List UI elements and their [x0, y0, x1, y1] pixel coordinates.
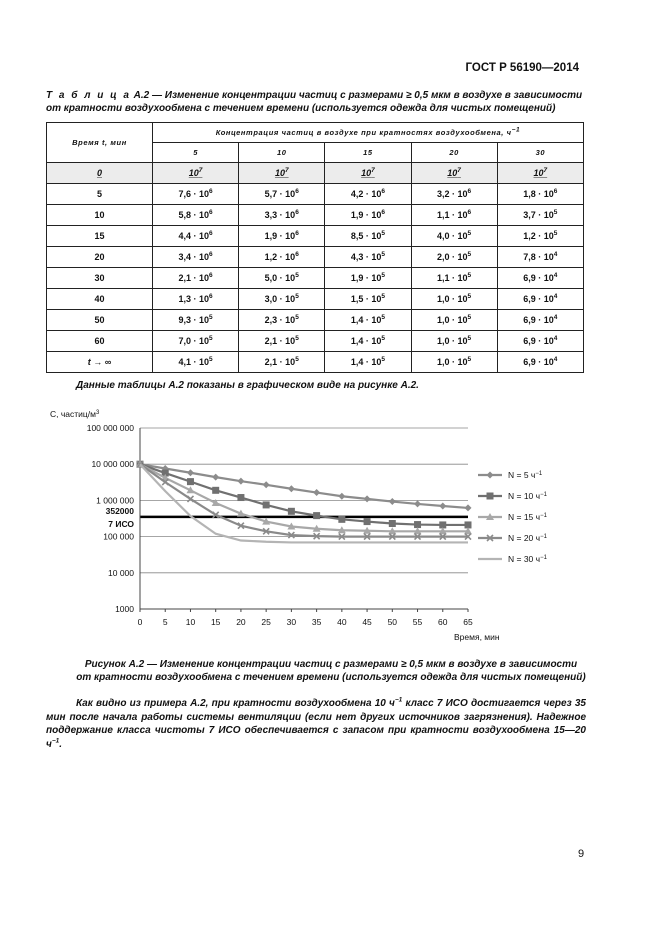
cell-mantissa: 1,9 · 10 — [350, 210, 382, 220]
x-tick-label: 25 — [261, 617, 271, 627]
cell-exponent: 5 — [295, 335, 299, 342]
data-point — [288, 485, 295, 492]
cell-mantissa: 2,3 · 10 — [264, 315, 296, 325]
cell-mantissa: 9,3 · 10 — [178, 315, 210, 325]
x-tick-label: 10 — [185, 617, 196, 627]
cell-value — [497, 310, 583, 331]
cell-value — [497, 268, 583, 289]
cell-value — [325, 205, 411, 226]
cell-exponent: 4 — [553, 314, 558, 321]
x-tick-label: 50 — [387, 617, 398, 627]
data-point — [338, 516, 345, 523]
cell-value — [239, 205, 325, 226]
cell-exponent: 5 — [553, 230, 558, 237]
legend-label: N = 20 $ч^{-1}$ — [508, 533, 547, 543]
cell-exponent: 4 — [553, 272, 558, 279]
cell-exponent: 6 — [295, 251, 299, 258]
cell-value — [497, 289, 583, 310]
cell-value — [239, 163, 325, 184]
cell-exponent: 6 — [209, 209, 213, 216]
cell-mantissa: 1,9 · 10 — [350, 273, 382, 283]
table-row — [47, 268, 584, 289]
table-row — [47, 247, 584, 268]
data-point — [313, 489, 320, 496]
data-point — [414, 521, 421, 528]
data-point — [364, 495, 371, 502]
chart-series — [136, 460, 472, 542]
cell-value — [239, 331, 325, 352]
cell-value — [325, 226, 411, 247]
cell-value — [411, 247, 497, 268]
cell-mantissa: 6,9 · 10 — [523, 273, 554, 283]
cell-time: 60 — [47, 331, 153, 352]
cell-exponent: 5 — [381, 314, 385, 321]
header-group-sup: −1 — [511, 126, 521, 134]
cell-mantissa: 3,3 · 10 — [264, 210, 296, 220]
threshold-class-label: 7 ИСО — [108, 518, 134, 529]
cell-value — [497, 331, 583, 352]
cell-exponent: 6 — [209, 230, 213, 237]
header-rate-30: 30 — [497, 143, 583, 163]
cell-mantissa: 4,3 · 10 — [350, 252, 382, 262]
table-row — [47, 352, 584, 373]
cell-mantissa: 6,9 · 10 — [523, 294, 554, 304]
cell-value — [239, 268, 325, 289]
cell-exponent: 5 — [295, 272, 299, 279]
table-caption-text: А.2 — Изменение концентрации частиц с размерами ≥ 0,5 мкм в воздухе в зависимости от кратности воздухообмена с течением времени (используется одежда для чистых помещений) — [46, 90, 583, 114]
cell-mantissa: 1,8 · 10 — [523, 189, 554, 199]
cell-value — [411, 289, 497, 310]
data-point — [187, 478, 194, 485]
x-tick-label: 65 — [463, 617, 473, 627]
cell-exponent: 5 — [381, 335, 385, 342]
cell-mantissa: 2,0 · 10 — [437, 252, 468, 262]
cell-mantissa: 4,0 · 10 — [437, 231, 468, 241]
cell-exponent: 5 — [467, 314, 472, 321]
y-axis-label: C, частиц/$м^3$ — [50, 409, 100, 419]
body-paragraph — [46, 697, 586, 751]
cell-mantissa: 10 — [274, 168, 285, 178]
header-time: Время t, мин — [47, 123, 153, 163]
y-tick-label: 100 000 000 — [86, 423, 134, 433]
x-axis-label: Время, мин — [454, 632, 500, 642]
cell-mantissa: 5,7 · 10 — [264, 189, 296, 199]
cell-value — [411, 226, 497, 247]
concentration-table — [46, 122, 584, 373]
cell-value — [239, 247, 325, 268]
x-tick-label: 15 — [210, 617, 221, 627]
x-tick-label: 60 — [438, 617, 448, 627]
cell-exponent: 5 — [467, 251, 472, 258]
cell-mantissa: 1,0 · 10 — [437, 357, 468, 367]
cell-exponent: 5 — [381, 251, 385, 258]
cell-mantissa: 6,9 · 10 — [523, 315, 554, 325]
cell-mantissa: 6,9 · 10 — [523, 336, 554, 346]
cell-exponent: 6 — [295, 188, 299, 195]
cell-value — [411, 205, 497, 226]
cell-mantissa: 7,6 · 10 — [178, 189, 210, 199]
cell-value — [153, 289, 239, 310]
data-point — [389, 498, 396, 505]
cell-mantissa: 4,4 · 10 — [178, 231, 210, 241]
cell-value — [153, 352, 239, 373]
cell-mantissa: 10 — [447, 168, 458, 178]
cell-exponent: 7 — [543, 167, 548, 174]
paragraph-sup1: −1 — [394, 696, 403, 704]
legend-marker — [487, 472, 494, 479]
paragraph-part2: класс 7 ИСО достигается через 35 мин после начала работы системы вентиляции (если нет других источников загрязнения). Надежное поддержание класса чистоты 7 ИСО обеспечивается с запасом при кратности воздухообмена 15—20 ч — [46, 698, 586, 750]
cell-exponent: 4 — [553, 356, 558, 363]
cell-mantissa: 5,0 · 10 — [264, 273, 296, 283]
cell-value — [325, 163, 411, 184]
cell-value — [153, 310, 239, 331]
data-point — [212, 474, 219, 481]
legend-marker — [487, 493, 494, 500]
table-row — [47, 226, 584, 247]
cell-exponent: 6 — [381, 209, 385, 216]
page-number: 9 — [578, 848, 585, 860]
cell-exponent: 5 — [209, 356, 213, 363]
cell-value — [153, 268, 239, 289]
data-point — [414, 500, 421, 507]
cell-mantissa: 1,4 · 10 — [350, 336, 382, 346]
cell-mantissa: 1,0 · 10 — [437, 336, 468, 346]
cell-mantissa: 8,5 · 10 — [350, 231, 382, 241]
y-tick-label: 1 000 000 — [96, 495, 134, 506]
cell-mantissa: 1,4 · 10 — [350, 357, 382, 367]
cell-time: 20 — [47, 247, 153, 268]
concentration-chart — [44, 402, 604, 647]
table-caption-label: Т а б л и ц а — [46, 90, 131, 101]
cell-time: 15 — [47, 226, 153, 247]
cell-time: 40 — [47, 289, 153, 310]
data-point — [237, 494, 244, 501]
cell-exponent: 6 — [209, 188, 213, 195]
cell-value — [325, 184, 411, 205]
cell-exponent: 6 — [467, 209, 472, 216]
y-tick-label: 100 000 — [103, 531, 134, 542]
cell-value — [411, 352, 497, 373]
cell-exponent: 5 — [467, 293, 472, 300]
data-point — [389, 520, 396, 527]
cell-value — [325, 289, 411, 310]
cell-mantissa: 5,8 · 10 — [178, 210, 210, 220]
legend-label: N = 5 $ч^{-1}$ — [508, 470, 543, 480]
data-point — [313, 512, 320, 519]
cell-exponent: 6 — [295, 209, 299, 216]
cell-exponent: 7 — [198, 167, 203, 174]
cell-mantissa: 3,0 · 10 — [264, 294, 296, 304]
x-tick-label: 0 — [137, 617, 143, 627]
data-point — [263, 481, 270, 488]
cell-mantissa: 3,7 · 10 — [523, 210, 554, 220]
cell-value — [497, 184, 583, 205]
cell-exponent: 5 — [295, 314, 299, 321]
cell-exponent: 6 — [553, 188, 558, 195]
cell-time: 0 — [47, 163, 153, 184]
header-rate-10: 10 — [239, 143, 325, 163]
data-point — [237, 478, 244, 485]
cell-value — [153, 184, 239, 205]
cell-value — [153, 331, 239, 352]
table-note: Данные таблицы А.2 показаны в графическом виде на рисунке А.2. — [76, 380, 419, 391]
cell-time: 10 — [47, 205, 153, 226]
cell-value — [411, 310, 497, 331]
cell-mantissa: 1,2 · 10 — [264, 252, 296, 262]
x-tick-label: 30 — [286, 617, 297, 627]
cell-value — [411, 331, 497, 352]
cell-mantissa: 10 — [533, 168, 544, 178]
cell-value — [239, 226, 325, 247]
cell-value — [325, 352, 411, 373]
cell-value — [497, 205, 583, 226]
cell-exponent: 6 — [209, 251, 213, 258]
x-tick-label: 40 — [337, 617, 347, 627]
table-row — [47, 205, 584, 226]
table-row — [47, 289, 584, 310]
cell-value — [325, 268, 411, 289]
cell-mantissa: 1,1 · 10 — [437, 210, 468, 220]
data-point — [263, 501, 270, 508]
document-code: ГОСТ Р 56190—2014 — [465, 62, 579, 74]
table-row — [47, 331, 584, 352]
cell-value — [325, 331, 411, 352]
cell-mantissa: 3,2 · 10 — [437, 189, 468, 199]
cell-exponent: 5 — [381, 356, 385, 363]
cell-exponent: 5 — [295, 293, 299, 300]
cell-exponent: 6 — [209, 272, 213, 279]
y-tick-label: 1000 — [115, 604, 134, 614]
cell-mantissa: 2,1 · 10 — [178, 273, 210, 283]
cell-value — [153, 205, 239, 226]
cell-value — [325, 247, 411, 268]
x-tick-label: 45 — [362, 617, 372, 627]
x-tick-label: 5 — [162, 617, 168, 627]
cell-exponent: 5 — [467, 272, 472, 279]
cell-time: 50 — [47, 310, 153, 331]
cell-value — [325, 310, 411, 331]
paragraph-part3: . — [59, 738, 63, 750]
table-row — [47, 184, 584, 205]
cell-exponent: 7 — [284, 167, 289, 174]
cell-mantissa: 1,0 · 10 — [437, 294, 468, 304]
cell-time: t → ∞ — [47, 352, 153, 373]
cell-exponent: 5 — [553, 209, 558, 216]
cell-mantissa: 7,0 · 10 — [178, 336, 210, 346]
cell-time: 5 — [47, 184, 153, 205]
cell-exponent: 5 — [295, 356, 299, 363]
cell-exponent: 5 — [467, 356, 472, 363]
data-point — [338, 493, 345, 500]
cell-exponent: 5 — [381, 272, 385, 279]
cell-value — [411, 184, 497, 205]
cell-mantissa: 10 — [361, 168, 372, 178]
cell-value — [411, 163, 497, 184]
cell-mantissa: 1,1 · 10 — [437, 273, 468, 283]
cell-exponent: 5 — [381, 293, 385, 300]
cell-exponent: 6 — [295, 230, 299, 237]
header-rate-20: 20 — [411, 143, 497, 163]
cell-mantissa: 1,0 · 10 — [437, 315, 468, 325]
chart-legend — [478, 470, 548, 564]
cell-mantissa: 1,5 · 10 — [350, 294, 382, 304]
data-point — [288, 508, 295, 515]
cell-mantissa: 2,1 · 10 — [264, 336, 296, 346]
cell-value — [239, 310, 325, 331]
data-point — [212, 487, 219, 494]
header-rate-5: 5 — [153, 143, 239, 163]
cell-mantissa: 1,2 · 10 — [523, 231, 554, 241]
header-rate-15: 15 — [325, 143, 411, 163]
cell-value — [153, 247, 239, 268]
cell-value — [239, 289, 325, 310]
x-tick-label: 20 — [236, 617, 246, 627]
cell-value — [239, 352, 325, 373]
legend-label: N = 10 $ч^{-1}$ — [508, 491, 547, 501]
legend-label: N = 15 $ч^{-1}$ — [508, 512, 547, 522]
table-caption — [46, 89, 586, 115]
table-row — [47, 310, 584, 331]
cell-exponent: 6 — [209, 293, 213, 300]
table-row — [47, 163, 584, 184]
header-group-text: Концентрация частиц в воздухе при кратностях воздухообмена, ч — [215, 128, 512, 137]
header-group — [153, 123, 584, 143]
y-tick-label: 10 000 — [108, 567, 134, 578]
cell-mantissa: 6,9 · 10 — [523, 357, 554, 367]
paragraph-sup2: −1 — [51, 737, 60, 745]
cell-value — [497, 226, 583, 247]
cell-mantissa: 3,4 · 10 — [178, 252, 210, 262]
data-point — [187, 469, 194, 476]
cell-mantissa: 10 — [188, 168, 199, 178]
cell-exponent: 7 — [457, 167, 461, 174]
cell-exponent: 4 — [553, 335, 558, 342]
figure-caption-line1: Рисунок А.2 — Изменение концентрации частиц с размерами ≥ 0,5 мкм в воздухе в зависимости — [84, 659, 578, 670]
data-point — [465, 504, 472, 511]
cell-mantissa: 1,4 · 10 — [350, 315, 382, 325]
cell-exponent: 6 — [381, 188, 385, 195]
cell-time: 30 — [47, 268, 153, 289]
cell-value — [153, 226, 239, 247]
figure-caption-line2: от кратности воздухообмена с течением времени (используется одежда для чистых помещений) — [76, 672, 586, 683]
cell-exponent: 5 — [467, 230, 472, 237]
cell-mantissa: 4,2 · 10 — [350, 189, 382, 199]
cell-value — [497, 247, 583, 268]
cell-mantissa: 1,9 · 10 — [264, 231, 296, 241]
cell-value — [239, 184, 325, 205]
figure-caption — [46, 658, 616, 684]
cell-value — [497, 163, 583, 184]
cell-mantissa: 7,8 · 10 — [523, 252, 554, 262]
legend-label: N = 30 $ч^{-1}$ — [508, 554, 547, 564]
threshold-value-label: 352000 — [105, 505, 134, 516]
cell-exponent: 4 — [553, 251, 558, 258]
data-point — [364, 518, 371, 525]
y-tick-label: 10 000 000 — [91, 459, 134, 470]
x-tick-label: 55 — [412, 617, 423, 627]
cell-mantissa: 2,1 · 10 — [264, 357, 296, 367]
cell-exponent: 4 — [553, 293, 558, 300]
cell-exponent: 5 — [209, 314, 213, 321]
cell-value — [411, 268, 497, 289]
cell-exponent: 6 — [467, 188, 472, 195]
data-point — [187, 496, 193, 502]
cell-exponent: 5 — [467, 335, 472, 342]
cell-mantissa: 1,3 · 10 — [178, 294, 210, 304]
cell-value — [153, 163, 239, 184]
cell-value — [497, 352, 583, 373]
cell-exponent: 5 — [381, 230, 385, 237]
cell-mantissa: 4,1 · 10 — [178, 357, 210, 367]
data-point — [439, 503, 446, 510]
cell-exponent: 5 — [209, 335, 213, 342]
x-tick-label: 35 — [311, 617, 322, 627]
paragraph-part1: Как видно из примера А.2, при кратности воздухообмена 10 ч — [76, 698, 395, 709]
cell-exponent: 7 — [371, 167, 375, 174]
